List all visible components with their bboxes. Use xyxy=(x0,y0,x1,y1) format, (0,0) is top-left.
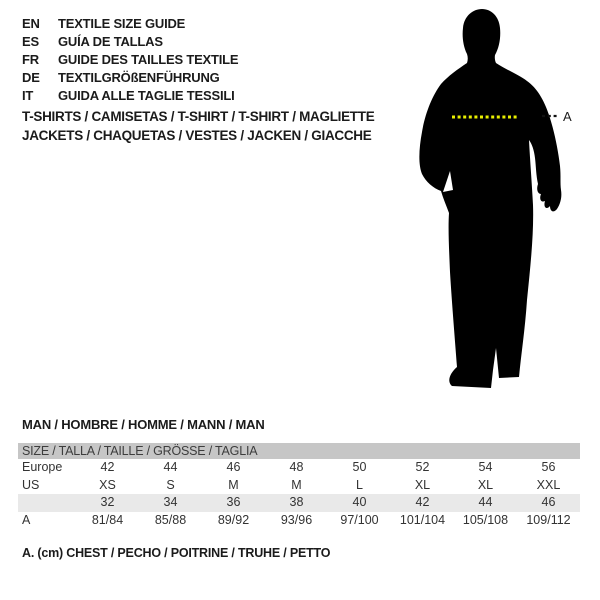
category-line-jackets: JACKETS / CHAQUETAS / VESTES / JACKEN / GIACCHE xyxy=(22,128,372,143)
language-code: EN xyxy=(22,16,40,31)
table-cell: 56 xyxy=(541,460,556,474)
table-cell: 42 xyxy=(415,495,430,509)
table-cell: 85/88 xyxy=(154,512,187,527)
table-cell: 44 xyxy=(163,460,178,474)
language-code: IT xyxy=(22,88,34,103)
table-cell: 42 xyxy=(100,460,115,474)
measurement-footnote: A. (cm) CHEST / PECHO / POITRINE / TRUHE / PETTO xyxy=(22,546,331,560)
table-cell: 32 xyxy=(100,495,115,509)
table-cell: 93/96 xyxy=(280,512,313,527)
garment-categories xyxy=(22,107,374,145)
table-cell: 109/112 xyxy=(526,512,571,527)
table-cell: XL xyxy=(477,477,494,492)
table-cell: 46 xyxy=(226,460,241,474)
chest-measure-label: A xyxy=(563,109,572,124)
table-cell: 46 xyxy=(541,495,556,509)
language-label: TEXTILGRÖßENFÜHRUNG xyxy=(58,70,220,85)
table-cell: XXL xyxy=(536,477,561,492)
table-cell: 97/100 xyxy=(340,512,379,527)
size-table xyxy=(18,443,580,529)
table-cell: 54 xyxy=(478,460,493,474)
table-cell: 34 xyxy=(163,495,178,509)
man-silhouette-figure xyxy=(415,5,575,395)
silhouette-body xyxy=(419,9,561,388)
row-label xyxy=(18,494,76,512)
row-label: Europe xyxy=(22,460,63,474)
table-row-us xyxy=(18,477,580,495)
language-label: GUÍA DE TALLAS xyxy=(58,34,163,49)
language-label: GUIDE DES TAILLES TEXTILE xyxy=(58,52,239,67)
category-line-tshirts: T-SHIRTS / CAMISETAS / T-SHIRT / T-SHIRT / MAGLIETTE xyxy=(22,109,375,124)
table-row-europe xyxy=(18,459,580,477)
language-row xyxy=(22,87,238,105)
language-row xyxy=(22,51,238,69)
table-cell: M xyxy=(291,477,302,492)
language-row xyxy=(22,69,238,87)
table-cell: 50 xyxy=(352,460,367,474)
table-cell: 105/108 xyxy=(462,512,509,527)
section-title-man: MAN / HOMBRE / HOMME / MANN / MAN xyxy=(22,417,265,432)
language-label: GUIDA ALLE TAGLIE TESSILI xyxy=(58,88,235,103)
language-list xyxy=(22,15,238,105)
table-cell: 44 xyxy=(478,495,493,509)
table-cell: 81/84 xyxy=(91,512,124,527)
language-code: ES xyxy=(22,34,39,49)
language-code: FR xyxy=(22,52,39,67)
size-table-header: SIZE / TALLA / TAILLE / GRÖSSE / TAGLIA xyxy=(18,443,580,459)
table-cell: 36 xyxy=(226,495,241,509)
table-row-chest-a xyxy=(18,512,580,530)
language-row xyxy=(22,33,238,51)
table-cell: XS xyxy=(99,477,116,492)
table-cell: 48 xyxy=(289,460,304,474)
table-cell: 101/104 xyxy=(399,512,446,527)
language-label: TEXTILE SIZE GUIDE xyxy=(58,16,186,31)
table-cell: XL xyxy=(414,477,431,492)
table-cell: 40 xyxy=(352,495,367,509)
language-row xyxy=(22,15,238,33)
language-code: DE xyxy=(22,70,40,85)
table-row-alt-sizes xyxy=(18,494,580,512)
table-cell: 89/92 xyxy=(217,512,250,527)
table-cell: 38 xyxy=(289,495,304,509)
table-cell: 52 xyxy=(415,460,430,474)
table-cell: M xyxy=(228,477,239,492)
table-cell: L xyxy=(356,477,363,492)
row-label: US xyxy=(22,477,40,492)
table-cell: S xyxy=(166,477,175,492)
row-label: A xyxy=(22,512,31,527)
